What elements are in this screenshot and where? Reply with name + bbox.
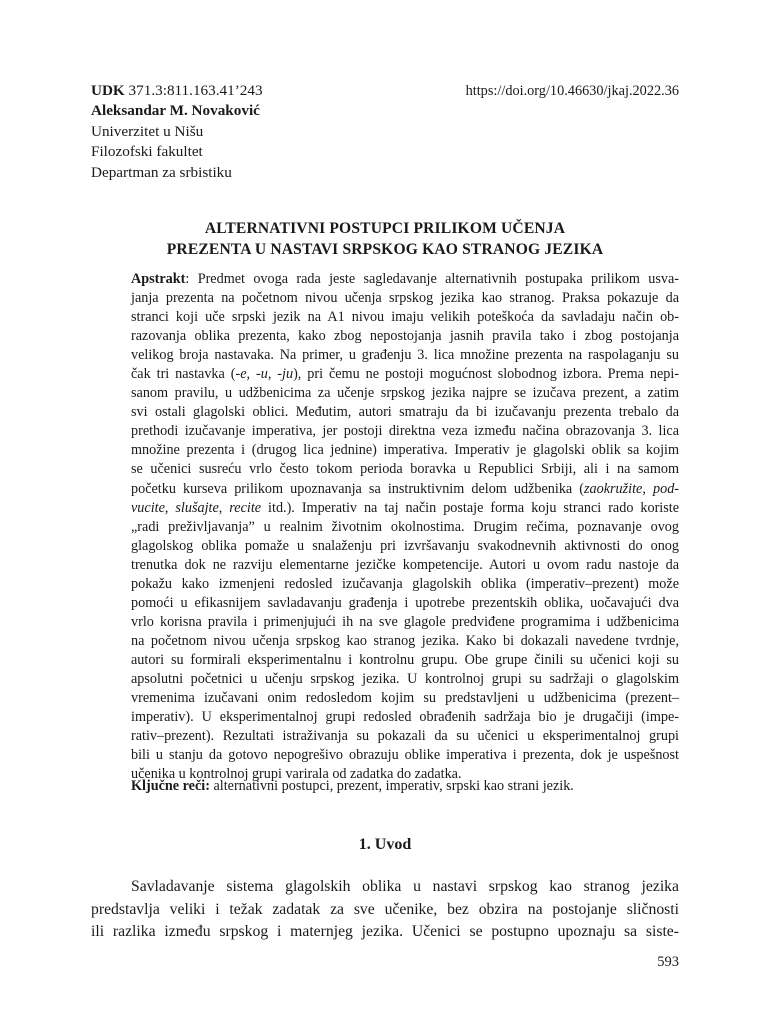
abstract-line: rativ–prezent). Rezultati istraživanja su pokazali da su učenici u eksperimentalnoj grupi [131, 728, 679, 745]
abstract-line: glagolskog oblika pomaže u snalaženju pri izvršavanju svakodnevnih aktivnosti do onog [131, 537, 679, 554]
abstract-line: autori su formirali eksperimentalnu i kontrolnu grupu. Obe grupe činili su učenici koji su [131, 651, 679, 668]
abstract-line: „radi preživljavanja” u realnim životnim okolnostima. Drugim rečima, poznavanje ovog [131, 518, 679, 535]
body-line: ili razlika između srpskog i maternjeg jezika. Učenici se postupno upoznaju sa siste- [91, 923, 679, 940]
abstract-line: množine prezenta i (drugog lica jednine) imperativa. Imperativ je glagolski oblik sa kojim [131, 442, 679, 459]
abstract-line: učenika u kontrolnoj grupi varirala od zadatka do zadatka. [131, 766, 462, 783]
abstract-line: pomoći u efikasnijem savladavanju građenja i upotrebe prezentskih oblika, uočavajući dva [131, 594, 679, 611]
abstract-line: čak tri nastavka (-e, -u, -ju), pri čemu ne postoji mogućnost slobodnog izbora. Prema nepi- [131, 366, 680, 383]
article-title [91, 219, 679, 261]
abstract-line: na početnom nivou učenja srpskog kao stranog jezika. Kako bi dokazali navedene tvrdnje, [131, 632, 679, 649]
abstract-line: pokažu kako izmenjeni redosled izučavanja glagolskih oblika (imperativ–prezent) može [131, 575, 679, 592]
section-heading: 1. Uvod [358, 836, 412, 853]
abstract-line: razovanja oblika prezenta, kako zbog nepostojanja jasnih pravila tako i zbog postojanja [131, 328, 679, 345]
abstract-line: imperativ). U eksperimentalnoj grupi redosled obrađenih sadržaja bio je drugačiji (impe- [131, 709, 679, 726]
abstract-line: početku kurseva prilikom upoznavanja sa instruktivnim delom udžbenika (zaokružite, pod- [131, 480, 680, 497]
abstract-line: velikog broja nastavaka. Na primer, u građenju 3. lica množine prezenta na raspolaganju su [131, 347, 679, 364]
affiliation-department: Departman za srbistiku [91, 163, 232, 181]
abstract-line: vrlo korisna pravila i primenjujući ih na sve glagole predviđene programima i udžbenicima [131, 613, 679, 630]
abstract-line: prethodi izučavanje imperativa, jer postoji direktna veza između načina obrazovanja 3. lica [131, 423, 679, 440]
abstract-line: stranci koji uče srpski jezik na A1 nivou imaju velikih poteškoća da savladaju način ob- [131, 309, 679, 326]
abstract-line: apsolutni početnici u učenju srpskog jezika. U kontrolnoj grupi su sadržaji o glagolskim [131, 670, 679, 687]
abstract-label: Apstrakt [131, 271, 186, 287]
abstract-line: sanom pravilu, u udžbenicima za učenje srpskog jezika najpre se izučava prezent, a zatim [131, 385, 679, 402]
abstract [131, 270, 679, 784]
body-line: Savladavanje sistema glagolskih oblika u nastavi srpskog kao stranog jezika [131, 878, 679, 895]
keywords [131, 777, 679, 796]
keywords-label: Ključne reči: [131, 778, 210, 794]
abstract-body [131, 289, 679, 784]
abstract-line: se učenici susreću vrlo često tokom perioda boravka u Republici Srbiji, ali i na samom [131, 461, 679, 478]
affiliation-faculty: Filozofski fakultet [91, 143, 203, 161]
udk-value: 371.3:811.163.41’243 [124, 82, 263, 99]
abstract-line: svi ostali glagolski oblici. Međutim, autori smatraju da bi izučavanju prezenta trebalo da [131, 404, 679, 421]
abstract-line: vremenima izučavani onim redosledom kojim su predstavljeni u udžbenicima (prezent– [131, 690, 679, 707]
affiliation-university: Univerzitet u Nišu [91, 122, 204, 140]
abstract-line: bili u stanju da gotovo nepogrešivo obrazuju oblike imperativa i prezenta, dok je uspešnost [131, 747, 679, 764]
udk-line [91, 81, 263, 101]
udk-label: UDK [91, 82, 125, 99]
article-header [91, 81, 679, 183]
author-name: Aleksandar M. Novaković [91, 102, 260, 120]
body-line: predstavlja veliki i težak zadatak za sve učenike, bez obzira na postojanje sličnosti [91, 900, 679, 918]
abstract-line: trenutka dok ne razviju elementarne jezičke kompetencije. Autori u ovom radu nastoje da [131, 556, 679, 573]
doi-link[interactable]: https://doi.org/10.46630/jkaj.2022.36 [465, 83, 679, 99]
title-line: ALTERNATIVNI POSTUPCI PRILIKOM UČENJA [204, 220, 566, 237]
abstract-line: janja prezenta na početnom nivou učenja srpskog jezika kao stranog. Praksa pokazuje da [131, 290, 679, 307]
keywords-text: alternativni postupci, prezent, imperativ, srpski kao strani jezik. [209, 778, 574, 794]
abstract-line: vucite, slušajte, recite itd.). Imperativ na taj način postaje forma koju stranci rado koriste [131, 499, 680, 516]
title-line: PREZENTA U NASTAVI SRPSKOG KAO STRANOG JEZIKA [166, 240, 604, 258]
body-text [91, 876, 679, 944]
abstract-line: Apstrakt: Predmet ovoga rada jeste sagledavanje alternativnih postupaka prilikom usva- [131, 271, 679, 287]
page-number: 593 [657, 954, 679, 970]
